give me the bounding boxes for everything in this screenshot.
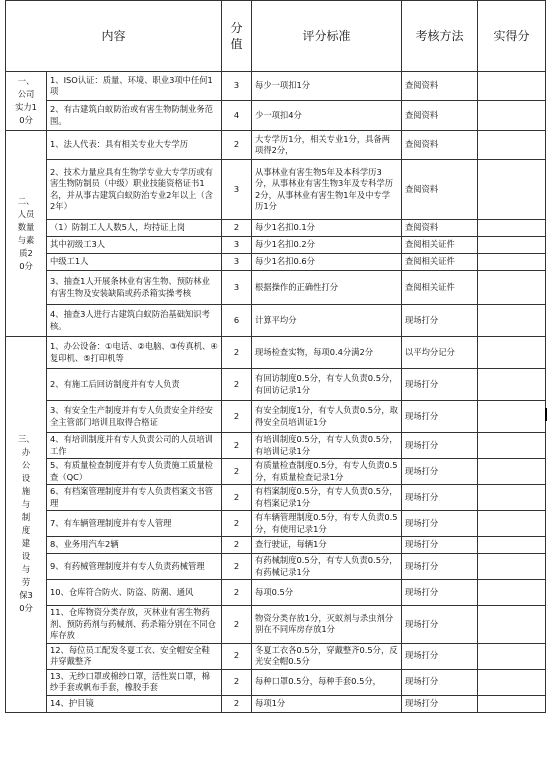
table-row [6, 554, 546, 580]
criteria-cell: 少一项扣4分 [252, 101, 402, 131]
score-cell: 2 [222, 606, 252, 644]
score-cell: 2 [222, 337, 252, 369]
content-cell: 11、仓库物资分类存放，灭林业有害生物药剂、预防药剂与药械剂、药杀箱分别在不同仓库存放 [47, 606, 222, 644]
actual-score-cell [478, 669, 546, 695]
content-cell: 7、有车辆管理制度并有专人管理 [47, 511, 222, 537]
score-cell: 2 [222, 695, 252, 712]
criteria-cell: 每少1名扣0.6分 [252, 254, 402, 271]
actual-score-cell [478, 131, 546, 160]
score-cell: 2 [222, 537, 252, 554]
content-cell: 1、ISO认证：质量、环境、职业3项中任何1项 [47, 72, 222, 101]
table-row [6, 271, 546, 305]
actual-score-cell [478, 160, 546, 220]
criteria-cell: 有安全制度1分，有专人负责0.5分，取得安全员培训证1分 [252, 401, 402, 433]
actual-score-cell [478, 554, 546, 580]
method-cell: 以平均分记分 [402, 337, 478, 369]
table-row [6, 669, 546, 695]
score-cell: 2 [222, 554, 252, 580]
criteria-cell: 有质量检查制度0.5分，有专人负责0.5分，有质量检查记录1分 [252, 459, 402, 485]
content-cell: （1）防制工人人数5人，均持证上岗 [47, 220, 222, 237]
content-cell: 6、有档案管理制度并有专人负责档案文书管理 [47, 485, 222, 511]
method-cell: 现场打分 [402, 554, 478, 580]
criteria-cell: 有培训制度0.5分，有专人负责0.5分，有培训记录1分 [252, 433, 402, 459]
content-cell: 9、有药械管理制度并有专人负责药械管理 [47, 554, 222, 580]
header-actual-score: 实得分 [478, 1, 546, 72]
actual-score-cell [478, 337, 546, 369]
criteria-cell: 从事林业有害生物5年及本科学历3分，从事林业有害生物3年及专科学历2分，从事林业有害生物1年及中专学历1分 [252, 160, 402, 220]
table-row [6, 237, 546, 254]
method-cell: 现场打分 [402, 537, 478, 554]
table-row [6, 254, 546, 271]
content-cell: 1、法人代表：具有相关专业大专学历 [47, 131, 222, 160]
criteria-cell: 大专学历1分，相关专业1分，具备两项得2分， [252, 131, 402, 160]
content-cell: 13、无纱口罩或棉纱口罩，活性炭口罩，棉纱手套或帆布手套，橡胶手套 [47, 669, 222, 695]
score-cell: 2 [222, 369, 252, 401]
category-label: 三、办公设施与制度建设与劳保30分 [18, 434, 35, 614]
criteria-cell: 每少1名扣0.2分 [252, 237, 402, 254]
header-row [6, 1, 546, 72]
content-cell: 14、护目镜 [47, 695, 222, 712]
method-cell: 查阅资料 [402, 131, 478, 160]
actual-score-cell [478, 643, 546, 669]
criteria-cell: 现场检查实物，每项0.4分满2分 [252, 337, 402, 369]
category-cell [6, 131, 47, 337]
score-cell: 3 [222, 271, 252, 305]
actual-score-cell [478, 369, 546, 401]
method-cell: 查阅资料 [402, 160, 478, 220]
category-label: 一、公司实力10分 [15, 76, 37, 125]
table-row [6, 369, 546, 401]
content-cell: 3、抽查1人开展条林业有害生物、预防林业有害生物及安装缺陷或药杀箱实操考核 [47, 271, 222, 305]
score-cell: 3 [222, 72, 252, 101]
method-cell: 现场打分 [402, 695, 478, 712]
method-cell: 现场打分 [402, 580, 478, 606]
edge-mark [545, 408, 547, 421]
table-row [6, 606, 546, 644]
actual-score-cell [478, 580, 546, 606]
method-cell: 现场打分 [402, 433, 478, 459]
score-cell: 2 [222, 220, 252, 237]
method-cell: 现场打分 [402, 485, 478, 511]
header-content: 内容 [6, 1, 222, 72]
actual-score-cell [478, 101, 546, 131]
category-cell [6, 72, 47, 131]
criteria-cell: 根据操作的正确性打分 [252, 271, 402, 305]
table-row [6, 485, 546, 511]
content-cell: 4、抽查3人进行古建筑白蚁防治基础知识考核。 [47, 305, 222, 337]
category-label: 二、人员数量与素质20分 [17, 195, 35, 271]
criteria-cell: 物资分类存放1分，灭蚁剂与杀虫剂分别在不同库房存放1分 [252, 606, 402, 644]
table-row [6, 537, 546, 554]
method-cell: 现场打分 [402, 401, 478, 433]
criteria-cell: 有回访制度0.5分，有专人负责0.5分，有回访记录1分 [252, 369, 402, 401]
score-cell: 2 [222, 669, 252, 695]
content-cell: 12、每位员工配发冬夏工衣、安全帽安全鞋并穿戴整齐 [47, 643, 222, 669]
table-row [6, 101, 546, 131]
content-cell: 4、有培训制度并有专人负责公司的人员培训工作 [47, 433, 222, 459]
table-row [6, 305, 546, 337]
actual-score-cell [478, 305, 546, 337]
criteria-cell: 有车辆管理制度0.5分，有专人负责0.5分，有使用记录1分 [252, 511, 402, 537]
header-criteria: 评分标准 [252, 1, 402, 72]
criteria-cell: 有档案制度0.5分，有专人负责0.5分，有档案记录1分 [252, 485, 402, 511]
actual-score-cell [478, 606, 546, 644]
content-cell: 8、业务用汽车2辆 [47, 537, 222, 554]
method-cell: 查阅相关证件 [402, 254, 478, 271]
actual-score-cell [478, 220, 546, 237]
table-row [6, 433, 546, 459]
actual-score-cell [478, 401, 546, 433]
document-page [5, 0, 546, 713]
content-cell: 3、有安全生产制度并有专人负责安全并经安全主管部门培训且取得合格证 [47, 401, 222, 433]
table-row [6, 337, 546, 369]
criteria-cell: 每种口罩0.5分，每种手套0.5分， [252, 669, 402, 695]
actual-score-cell [478, 433, 546, 459]
criteria-cell: 冬夏工衣各0.5分，穿戴整齐0.5分，反光安全帽0.5分 [252, 643, 402, 669]
table-row [6, 131, 546, 160]
score-cell: 2 [222, 485, 252, 511]
score-cell: 3 [222, 254, 252, 271]
content-cell: 2、有施工后回访制度并有专人负责 [47, 369, 222, 401]
content-cell: 其中初级工3人 [47, 237, 222, 254]
table-row [6, 401, 546, 433]
method-cell: 查阅相关证件 [402, 237, 478, 254]
header-score: 分值 [222, 1, 252, 72]
criteria-cell: 有药械制度0.5分，有专人负责0.5分，有药械记录1分 [252, 554, 402, 580]
criteria-cell: 每项0.5分 [252, 580, 402, 606]
score-cell: 2 [222, 511, 252, 537]
criteria-cell: 每少一项扣1分 [252, 72, 402, 101]
criteria-cell: 查行驶证，每辆1分 [252, 537, 402, 554]
content-cell: 2、技术力量应具有生物学专业大专学历或有害生物防制员（中级）职业技能资格证书1名，并从事古建筑白蚁防治专业2年以上（含2年） [47, 160, 222, 220]
score-cell: 3 [222, 237, 252, 254]
actual-score-cell [478, 271, 546, 305]
table-row [6, 695, 546, 712]
content-cell: 中级工1人 [47, 254, 222, 271]
table-row [6, 643, 546, 669]
score-cell: 6 [222, 305, 252, 337]
method-cell: 现场打分 [402, 606, 478, 644]
actual-score-cell [478, 511, 546, 537]
content-cell: 1、办公设备：①电话、②电脑、③传真机、④复印机、⑤打印机等 [47, 337, 222, 369]
table-row [6, 580, 546, 606]
criteria-cell: 每项1分 [252, 695, 402, 712]
table-row [6, 220, 546, 237]
category-cell [6, 337, 47, 713]
content-cell: 10、仓库符合防火、防盗、防潮、通风 [47, 580, 222, 606]
criteria-cell: 计算平均分 [252, 305, 402, 337]
method-cell: 现场打分 [402, 643, 478, 669]
actual-score-cell [478, 72, 546, 101]
method-cell: 查阅资料 [402, 220, 478, 237]
table-row [6, 459, 546, 485]
score-cell: 2 [222, 131, 252, 160]
score-cell: 4 [222, 101, 252, 131]
score-cell: 3 [222, 160, 252, 220]
actual-score-cell [478, 695, 546, 712]
content-cell: 5、有质量检查制度并有专人负责施工质量检查（QC） [47, 459, 222, 485]
actual-score-cell [478, 237, 546, 254]
actual-score-cell [478, 254, 546, 271]
actual-score-cell [478, 485, 546, 511]
table-row [6, 511, 546, 537]
score-cell: 2 [222, 580, 252, 606]
scoring-table [5, 0, 546, 713]
criteria-cell: 每少1名扣0.1分 [252, 220, 402, 237]
method-cell: 现场打分 [402, 511, 478, 537]
table-row [6, 72, 546, 101]
score-cell: 2 [222, 433, 252, 459]
method-cell: 查阅资料 [402, 72, 478, 101]
score-cell: 2 [222, 643, 252, 669]
method-cell: 查阅资料 [402, 101, 478, 131]
table-row [6, 160, 546, 220]
header-method: 考核方法 [402, 1, 478, 72]
actual-score-cell [478, 459, 546, 485]
score-cell: 2 [222, 459, 252, 485]
method-cell: 现场打分 [402, 459, 478, 485]
content-cell: 2、有古建筑白蚁防治或有害生物防制业务范围。 [47, 101, 222, 131]
actual-score-cell [478, 537, 546, 554]
method-cell: 现场打分 [402, 305, 478, 337]
method-cell: 查阅相关证件 [402, 271, 478, 305]
method-cell: 现场打分 [402, 669, 478, 695]
method-cell: 现场打分 [402, 369, 478, 401]
score-cell: 2 [222, 401, 252, 433]
